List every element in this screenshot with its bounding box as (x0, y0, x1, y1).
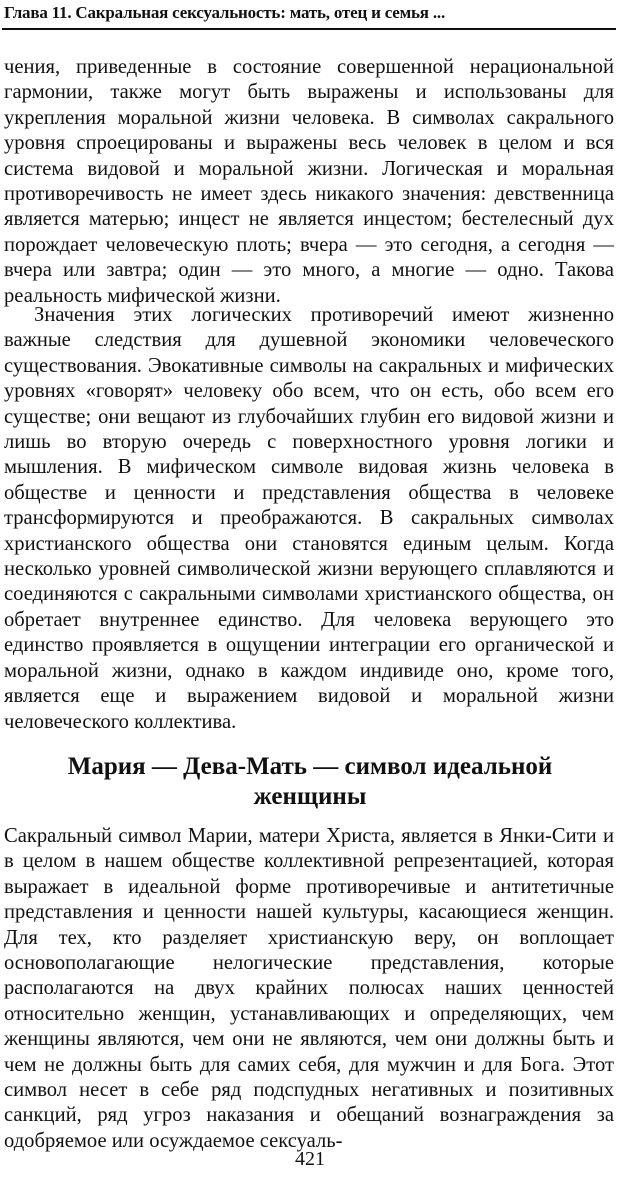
section-heading-line-2: женщины (253, 783, 367, 810)
paragraph-continued (4, 55, 614, 309)
section-paragraph (4, 824, 614, 1154)
paragraph-text-2: Значения этих логических противоречий имеют жизненно важные следствия для душевной экономики человеческого существования. Эвокативные символы на сакральных и мифических уровнях «говорят» человеку обо всем, что он есть, обо всем его существе; они вещают из глубочайших глубин его видовой жизни и лишь во вторую очередь с поверхностного уровня логики и мышления. В мифическом символе видовая жизнь человека в обществе и ценности и представления общества в человеке трансформируются и преображаются. В сакральных символах христианского общества они становятся единым целым. Когда несколько уровней символической жизни верующего сплавляются и соединяются с сакральными символами христианского общества, он обретает внутреннее единство. Для человека верующего это единство проявляется в ощущении интеграции его органической и моральной жизни, однако в каждом индивиде оно, кроме того, является еще и выражением видовой и моральной жизни человеческого коллектива. (4, 304, 614, 733)
section-paragraph-text: Сакральный символ Марии, матери Христа, является в Янки-Сити и в целом в нашем обществе коллективной репрезентацией, которая выражает в идеальной форме противоречивые и антитетичные представления и ценности нашей культуры, касающиеся женщин. Для тех, кто разделяет христианскую веру, он воплощает основополагающие нелогические представления, которые располагаются на двух крайних полюсах наших ценностей относительно женщин, устанавливающих и определяющих, чем женщины являются, чем они не являются, чем они должны быть и чем не должны быть для самих себя, для мужчин и для Бога. Этот символ несет в себе ряд подспудных негативных и позитивных санкций, ряд угроз наказания и обещаний вознаграждения за одобряемое или осуждаемое сексуаль- (4, 825, 614, 1152)
section-heading (0, 752, 620, 812)
header-rule (2, 28, 616, 30)
section-heading-line-1: Мария — Дева-Мать — символ идеальной (67, 753, 553, 780)
running-header: Глава 11. Сакральная сексуальность: мать, отец и семья ... (4, 3, 446, 22)
page-number: 421 (295, 1148, 325, 1170)
paragraph-logical-contradictions (4, 303, 614, 735)
paragraph-text-1: чения, приведенные в состояние совершенной нерациональной гармонии, также могут быть выражены и использованы для укрепления моральной жизни человека. В символах сакрального уровня спроецированы и выражены весь человек в целом и вся система видовой и моральной жизни. Логическая и моральная противоречивость не имеет здесь никакого значения: девственница является матерью; инцест не является инцестом; бестелесный дух порождает человеческую плоть; вчера — это сегодня, а сегодня — вчера или завтра; один — это много, а многие — одно. Такова реальность мифической жизни. (4, 56, 614, 307)
